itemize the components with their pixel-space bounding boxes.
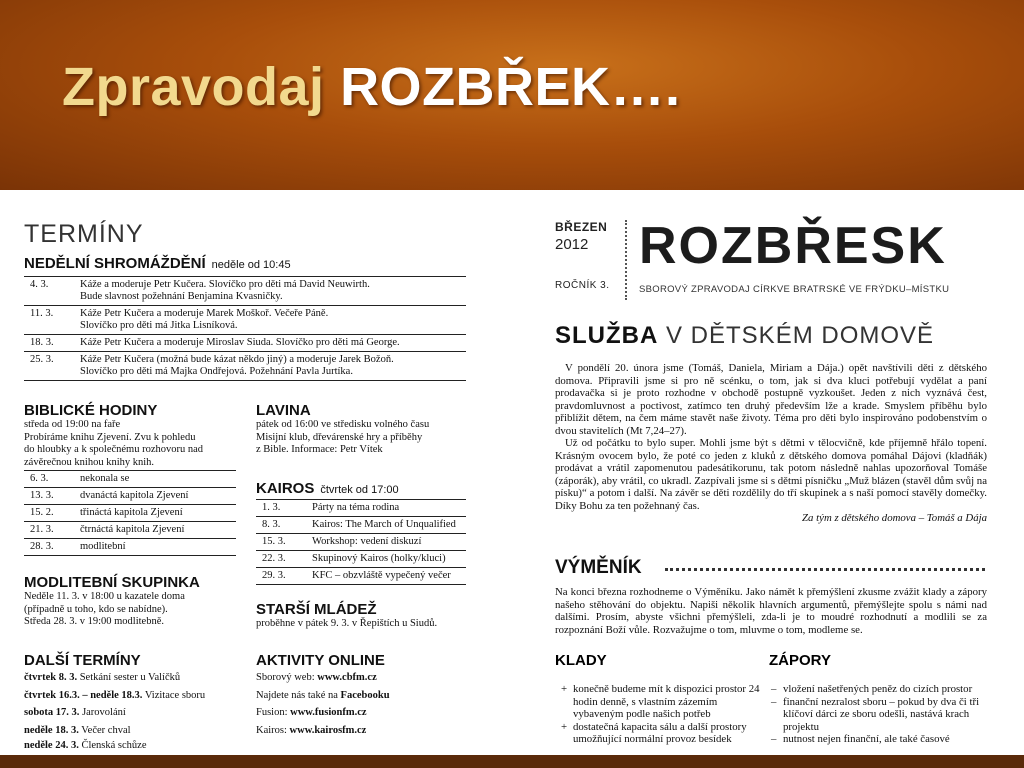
minus-bullet-icon: – (771, 733, 777, 745)
row-text: KFC – obzvláště vypečený večer (308, 568, 466, 585)
row-line: Slovíčko pro děti má Majka Ondřejová. Požehnání Pavla Jurtíka. (80, 366, 353, 377)
row-line: Bude slavnost požehnání Benjamina Kvasničky. (80, 291, 283, 302)
row-date: 4. 3. (24, 277, 76, 306)
starsi-line: proběhne v pátek 9. 3. v Řepištích u Siudů. (256, 618, 438, 629)
masthead-volume: ROČNÍK 3. (555, 280, 610, 291)
row-date: 15. 3. (256, 534, 308, 551)
row-text: Kairos: The March of Unqualified (308, 517, 466, 534)
row-date: 22. 3. (256, 551, 308, 568)
row-text: nekonala se (76, 471, 236, 488)
list-item (561, 683, 767, 721)
aktivity-link[interactable]: www.kairosfm.cz (289, 724, 367, 736)
biblicke-when: středa od 19:00 na faře (24, 419, 121, 430)
dalsi-title: DALŠÍ TERMÍNY (24, 652, 141, 669)
biblicke-section (24, 402, 236, 556)
dalsi-date: čtvrtek 8. 3. (24, 672, 78, 683)
biblicke-table (24, 470, 236, 556)
plus-bullet-icon: + (561, 683, 568, 695)
row-line: Káže Petr Kučera (možná bude kázat někdo jiný) a moderuje Jarek Božoň. (80, 354, 394, 365)
starsi-section (256, 601, 471, 631)
modlitebni-line: Neděle 11. 3. v 18:00 u kazatele doma (24, 591, 185, 602)
masthead-name: ROZBŘESK (639, 217, 947, 275)
modlitebni-line: (případně u toho, kdo se nabídne). (24, 603, 168, 615)
table-row (24, 335, 466, 352)
aktivity-label: Sborový web: (256, 672, 318, 683)
table-row (24, 471, 236, 488)
row-text: třináctá kapitola Zjevení (76, 505, 236, 522)
lavina-title: LAVINA (256, 402, 311, 419)
row-date: 8. 3. (256, 517, 308, 534)
table-row (256, 534, 466, 551)
table-row (256, 551, 466, 568)
minus-bullet-icon: – (771, 683, 777, 695)
row-line: Káže Petr Kučera a moderuje Miroslav Siuda. Slovíčko pro děti má George. (80, 337, 400, 348)
row-text: Párty na téma rodina (308, 500, 466, 517)
row-text (76, 335, 466, 352)
row-text: modlitební (76, 539, 236, 556)
list-item (256, 672, 471, 685)
row-date: 1. 3. (256, 500, 308, 517)
list-item (24, 725, 249, 738)
table-row (256, 568, 466, 585)
row-date: 18. 3. (24, 335, 76, 352)
list-item (24, 707, 249, 720)
row-line: Slovíčko pro děti má Jitka Lisníková. (80, 320, 238, 331)
dalsi-date: neděle 24. 3. (24, 740, 79, 751)
table-row (24, 488, 236, 505)
article-title (555, 322, 934, 350)
table-row (24, 539, 236, 556)
slide-header (0, 0, 1024, 190)
kairos-table (256, 499, 466, 585)
dalsi-text: Setkání sester u Valíčků (79, 672, 181, 683)
article-paragraph: V pondělí 20. února jsme (Tomáš, Daniela, Miriam a Dája.) opět navštívili děti z dětského domova. Připravili jsme si pro ně scénku, o tom, jak si dva kluci potřebují vydělat a paní prodavačka si je proto rozhodne v obchodě postupně vyzkoušet. Jeden z nich vyznává čest, pravdomluvnost a poctivost, zatímco ten druhý především lže a krade. Smyslem příběhu bylo přiblížit dětem, na čem máme stavět naše životy. Téma pro děti bylo inspirováno podobenstvím o dvou stavitelích (Mt 7,24–27). (555, 362, 987, 437)
dalsi-section (24, 652, 249, 753)
row-text (76, 352, 466, 381)
terminy-column (24, 220, 466, 381)
zapory-item-text: nutnost nejen finanční, ale také časové (783, 733, 950, 745)
article-body (555, 362, 987, 525)
list-item (771, 683, 987, 696)
table-row (256, 500, 466, 517)
aktivity-link[interactable]: Facebooku (340, 689, 390, 701)
kairos-subtitle: čtvrtek od 17:00 (320, 484, 399, 496)
biblicke-desc: do hloubky a k společnému rozhovoru nad (24, 444, 204, 455)
row-date: 28. 3. (24, 539, 76, 556)
list-item (771, 733, 987, 746)
lavina-desc: Misijní klub, dřevárenské hry a příběhy (256, 431, 423, 443)
row-line: Káže a moderuje Petr Kučera. Slovíčko pro děti má David Neuwirth. (80, 279, 370, 290)
dalsi-text: Jarovolání (82, 707, 126, 718)
list-item (256, 725, 471, 738)
row-text (76, 277, 466, 306)
dalsi-text: Vizitace sboru (144, 689, 206, 701)
masthead-year: 2012 (555, 236, 589, 253)
vymenik-title: VÝMĚNÍK (555, 557, 642, 578)
biblicke-title: BIBLICKÉ HODINY (24, 402, 158, 419)
dalsi-text: Večer chval (81, 724, 131, 736)
klady-list (561, 683, 767, 746)
masthead-subtitle: SBOROVÝ ZPRAVODAJ CÍRKVE BRATRSKÉ VE FRÝDKU–MÍSTKU (639, 284, 950, 295)
dalsi-text: Členská schůze (81, 740, 147, 751)
starsi-title: STARŠÍ MLÁDEŽ (256, 601, 377, 618)
lavina-when: pátek od 16:00 ve středisku volného času (256, 419, 430, 430)
aktivity-link[interactable]: www.cbfm.cz (317, 672, 377, 683)
nedelni-table (24, 276, 466, 381)
kairos-heading (256, 480, 466, 497)
article-title-rest: V DĚTSKÉM DOMOVĚ (658, 322, 935, 349)
row-text: Workshop: vedení diskuzí (308, 534, 466, 551)
list-item (771, 696, 987, 734)
modlitebni-title: MODLITEBNÍ SKUPINKA (24, 574, 200, 591)
row-text: dvanáctá kapitola Zjevení (76, 488, 236, 505)
table-row (24, 352, 466, 381)
nedelni-title: NEDĚLNÍ SHROMÁŽDĚNÍ (24, 255, 206, 272)
row-date: 6. 3. (24, 471, 76, 488)
biblicke-desc: Probíráme knihu Zjevení. Zvu k pohledu (24, 431, 196, 443)
dalsi-date: sobota 17. 3. (24, 707, 80, 718)
slide-title-part2: ROZBŘEK…. (340, 57, 681, 117)
lavina-desc: z Bible. Informace: Petr Vítek (256, 444, 383, 455)
newsletter-column (555, 217, 987, 745)
list-item (24, 740, 249, 753)
zapory-item-text: finanční nezralost sboru – pokud by dva či tři klíčoví dárci ze sboru odešli, nastává krach projektu (783, 695, 980, 733)
table-row (24, 505, 236, 522)
vymenik-body: Na konci března rozhodneme o Výměníku. Jako námět k přemýšlení zkusme zvážit klady a zápory našeho stěhování do objektu. Napiši několik hlavních argumentů, přemýšlejte spolu s námi nad dalšími. Prosím, abyste všichni přemýšleli, zda-li je to moudré rozhodnutí a modlili se za rozpoznání Boží vůle. Rozvažujme o tom, mluvme o tom, modleme se. (555, 586, 987, 636)
kairos-section (256, 480, 466, 585)
row-date: 15. 2. (24, 505, 76, 522)
table-row (24, 277, 466, 306)
dalsi-date: čtvrtek 16.3. – neděle 18.3. (24, 689, 143, 701)
table-row (24, 306, 466, 335)
zapory-title: ZÁPORY (769, 652, 831, 669)
zapory-list (771, 683, 987, 746)
klady-item-text: konečně budeme mít k dispozici prostor 24 hodin denně, s vlastním zázemím vybaveným podle našich potřeb (573, 683, 760, 720)
kairos-title: KAIROS (256, 480, 315, 497)
masthead-month: BŘEZEN (555, 220, 608, 234)
minus-bullet-icon: – (771, 695, 777, 708)
nedelni-heading (24, 255, 466, 272)
terminy-heading: TERMÍNY (24, 220, 144, 248)
row-line: Káže Petr Kučera a moderuje Marek Moškoř. Večeře Páně. (80, 308, 329, 319)
list-item (24, 690, 249, 703)
row-text: čtrnáctá kapitola Zjevení (76, 522, 236, 539)
masthead (555, 217, 987, 300)
list-item (561, 721, 767, 746)
klady-title: KLADY (555, 652, 607, 669)
lavina-section (256, 402, 466, 457)
masthead-divider (625, 220, 627, 300)
nedelni-subtitle: neděle od 10:45 (211, 259, 291, 271)
modlitebni-line: Středa 28. 3. v 19:00 modlitebně. (24, 616, 164, 627)
table-row (24, 522, 236, 539)
list-item (256, 690, 471, 703)
vymenik-dotted-rule (665, 568, 985, 571)
bottom-bar (0, 755, 1024, 768)
biblicke-desc: závěrečnou knihou knihy knih. (24, 456, 155, 468)
aktivity-label: Fusion: (256, 707, 291, 718)
row-date: 29. 3. (256, 568, 308, 585)
row-date: 21. 3. (24, 522, 76, 539)
modlitebni-section (24, 574, 249, 629)
klady-item-text: dostatečná kapacita sálu a další prostory umožňující normální provoz besídek (573, 720, 747, 745)
slide-title (62, 56, 681, 118)
table-row (256, 517, 466, 534)
row-text (76, 306, 466, 335)
row-date: 25. 3. (24, 352, 76, 381)
aktivity-section (256, 652, 471, 737)
row-text: Skupinový Kairos (holky/kluci) (308, 551, 466, 568)
list-item (256, 707, 471, 720)
article-title-bold: SLUŽBA (555, 322, 659, 349)
row-date: 11. 3. (24, 306, 76, 335)
article-paragraph: Už od počátku to bylo super. Mohli jsme být s dětmi v tělocvičně, kde příjemně hřálo topení. Krásným ovocem bylo, že poté co jeden z kluků z dětského domova pomáhal Dájovi (kladňák) prodávat a vrátil zapomenutou padesátikorunu, tak potom následně nahlas upozorňoval Tomáše (záporák), aby vrátil, co ukradl. Zazpívali jsme si s dětmi písničku „Muž blázen (stavěl dům svůj na písku)“ a potom i další. Na závěr se děti rozdělily do tří skupinek a s naší pomocí stavěly domečky. Díky Bohu za ten požehnaný čas. (555, 437, 987, 512)
dalsi-date: neděle 18. 3. (24, 724, 79, 736)
aktivity-title: AKTIVITY ONLINE (256, 652, 385, 669)
aktivity-link[interactable]: www.fusionfm.cz (290, 707, 367, 718)
list-item (24, 672, 249, 685)
plus-bullet-icon: + (561, 720, 568, 733)
aktivity-label: Kairos: (256, 724, 290, 736)
slide-title-part1: Zpravodaj (62, 57, 341, 117)
row-date: 13. 3. (24, 488, 76, 505)
zapory-item-text: vložení našetřených peněz do cizích prostor (783, 683, 973, 695)
aktivity-label: Najdete nás také na (256, 689, 341, 701)
article-signature: Za tým z dětského domova – Tomáš a Dája (802, 512, 987, 524)
